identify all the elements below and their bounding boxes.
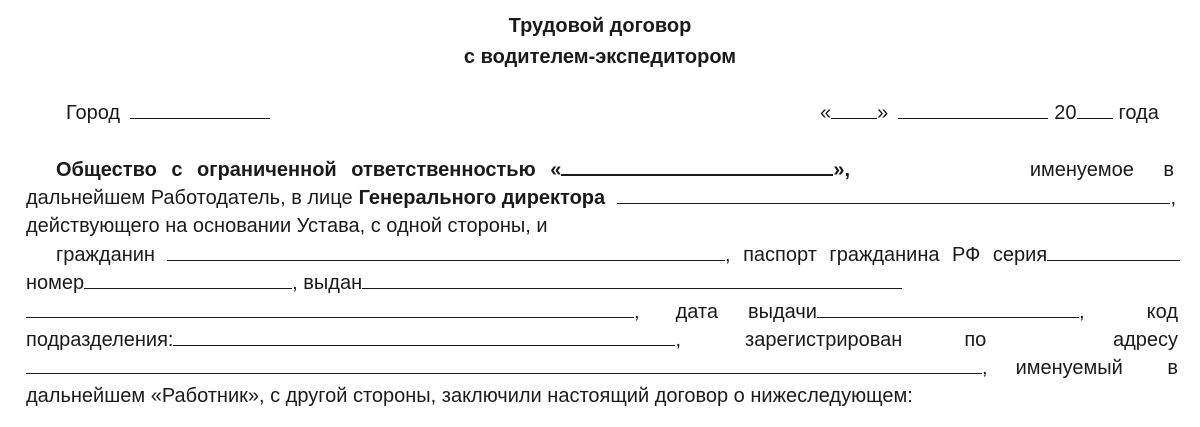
employer-represented-text: дальнейшем Работодатель, в лице: [26, 187, 353, 209]
employer-line-1: [56, 156, 1174, 182]
employee-line-2: [26, 270, 902, 296]
city-blank[interactable]: [130, 100, 270, 119]
date-quote-close: »: [877, 102, 889, 124]
division-label: подразделения:: [26, 329, 174, 351]
company-type-text: Общество с ограниченной ответственностью «: [56, 159, 562, 181]
issued-by-cont-blank[interactable]: [26, 299, 634, 318]
date-line: [820, 100, 1159, 126]
employer-line-2: [26, 185, 1176, 211]
city-line: [66, 100, 270, 126]
document-subtitle: с водителем-экспедитором: [463, 46, 737, 68]
employee-line-4: [26, 327, 1178, 353]
employee-line-1: [56, 242, 1180, 268]
address-blank[interactable]: [26, 355, 982, 374]
division-code-blank[interactable]: [173, 327, 675, 346]
city-label: Город: [66, 102, 121, 124]
contract-closing-line: [26, 383, 913, 409]
company-name-blank[interactable]: [561, 156, 833, 176]
named-as-text: именуемое в: [1029, 159, 1174, 181]
date-quote-open: «: [820, 102, 832, 124]
division-comma: ,: [675, 329, 682, 351]
named-employee-label: именуемый: [1015, 357, 1123, 379]
document-title: Трудовой договор: [508, 15, 692, 37]
in-label: в: [1167, 357, 1178, 379]
year-suffix: года: [1118, 102, 1159, 124]
by-label: по: [964, 329, 987, 351]
citizen-label: гражданин: [56, 244, 155, 266]
passport-label: , паспорт гражданина РФ серия: [724, 244, 1048, 266]
director-title: Генерального директора: [358, 187, 606, 209]
passport-series-blank[interactable]: [1047, 242, 1180, 261]
company-close-quote: »,: [833, 159, 851, 181]
issued-by-label: , выдан: [292, 272, 363, 294]
passport-number-blank[interactable]: [84, 270, 292, 289]
director-name-blank[interactable]: [617, 185, 1170, 204]
year-blank[interactable]: [1077, 100, 1113, 119]
citizen-name-blank[interactable]: [167, 242, 725, 261]
year-prefix: 20: [1054, 102, 1077, 124]
issued-by-comma: ,: [634, 301, 640, 323]
passport-number-label: номер: [26, 272, 85, 294]
employer-line-3: [26, 213, 548, 239]
employee-line-5: [26, 355, 1178, 381]
closing-text: дальнейшем «Работник», с другой стороны, заключили настоящий договор о нижеследующем:: [26, 385, 913, 407]
issue-date-blank[interactable]: [817, 299, 1079, 318]
registered-label: зарегистрирован: [745, 329, 903, 351]
issue-date-label-2: выдачи: [747, 301, 817, 323]
address-label: адресу: [1112, 329, 1178, 351]
division-code-label: код: [1146, 301, 1178, 323]
director-comma: ,: [1170, 187, 1176, 209]
address-comma: ,: [982, 357, 988, 379]
acting-basis-text: действующего на основании Устава, с одной стороны, и: [26, 215, 548, 237]
issue-date-label-1: дата: [675, 301, 718, 323]
issue-date-comma: ,: [1078, 301, 1085, 323]
employee-line-3: [26, 299, 1178, 325]
issued-by-blank[interactable]: [362, 270, 902, 289]
day-blank[interactable]: [831, 100, 877, 119]
month-blank[interactable]: [898, 100, 1048, 119]
